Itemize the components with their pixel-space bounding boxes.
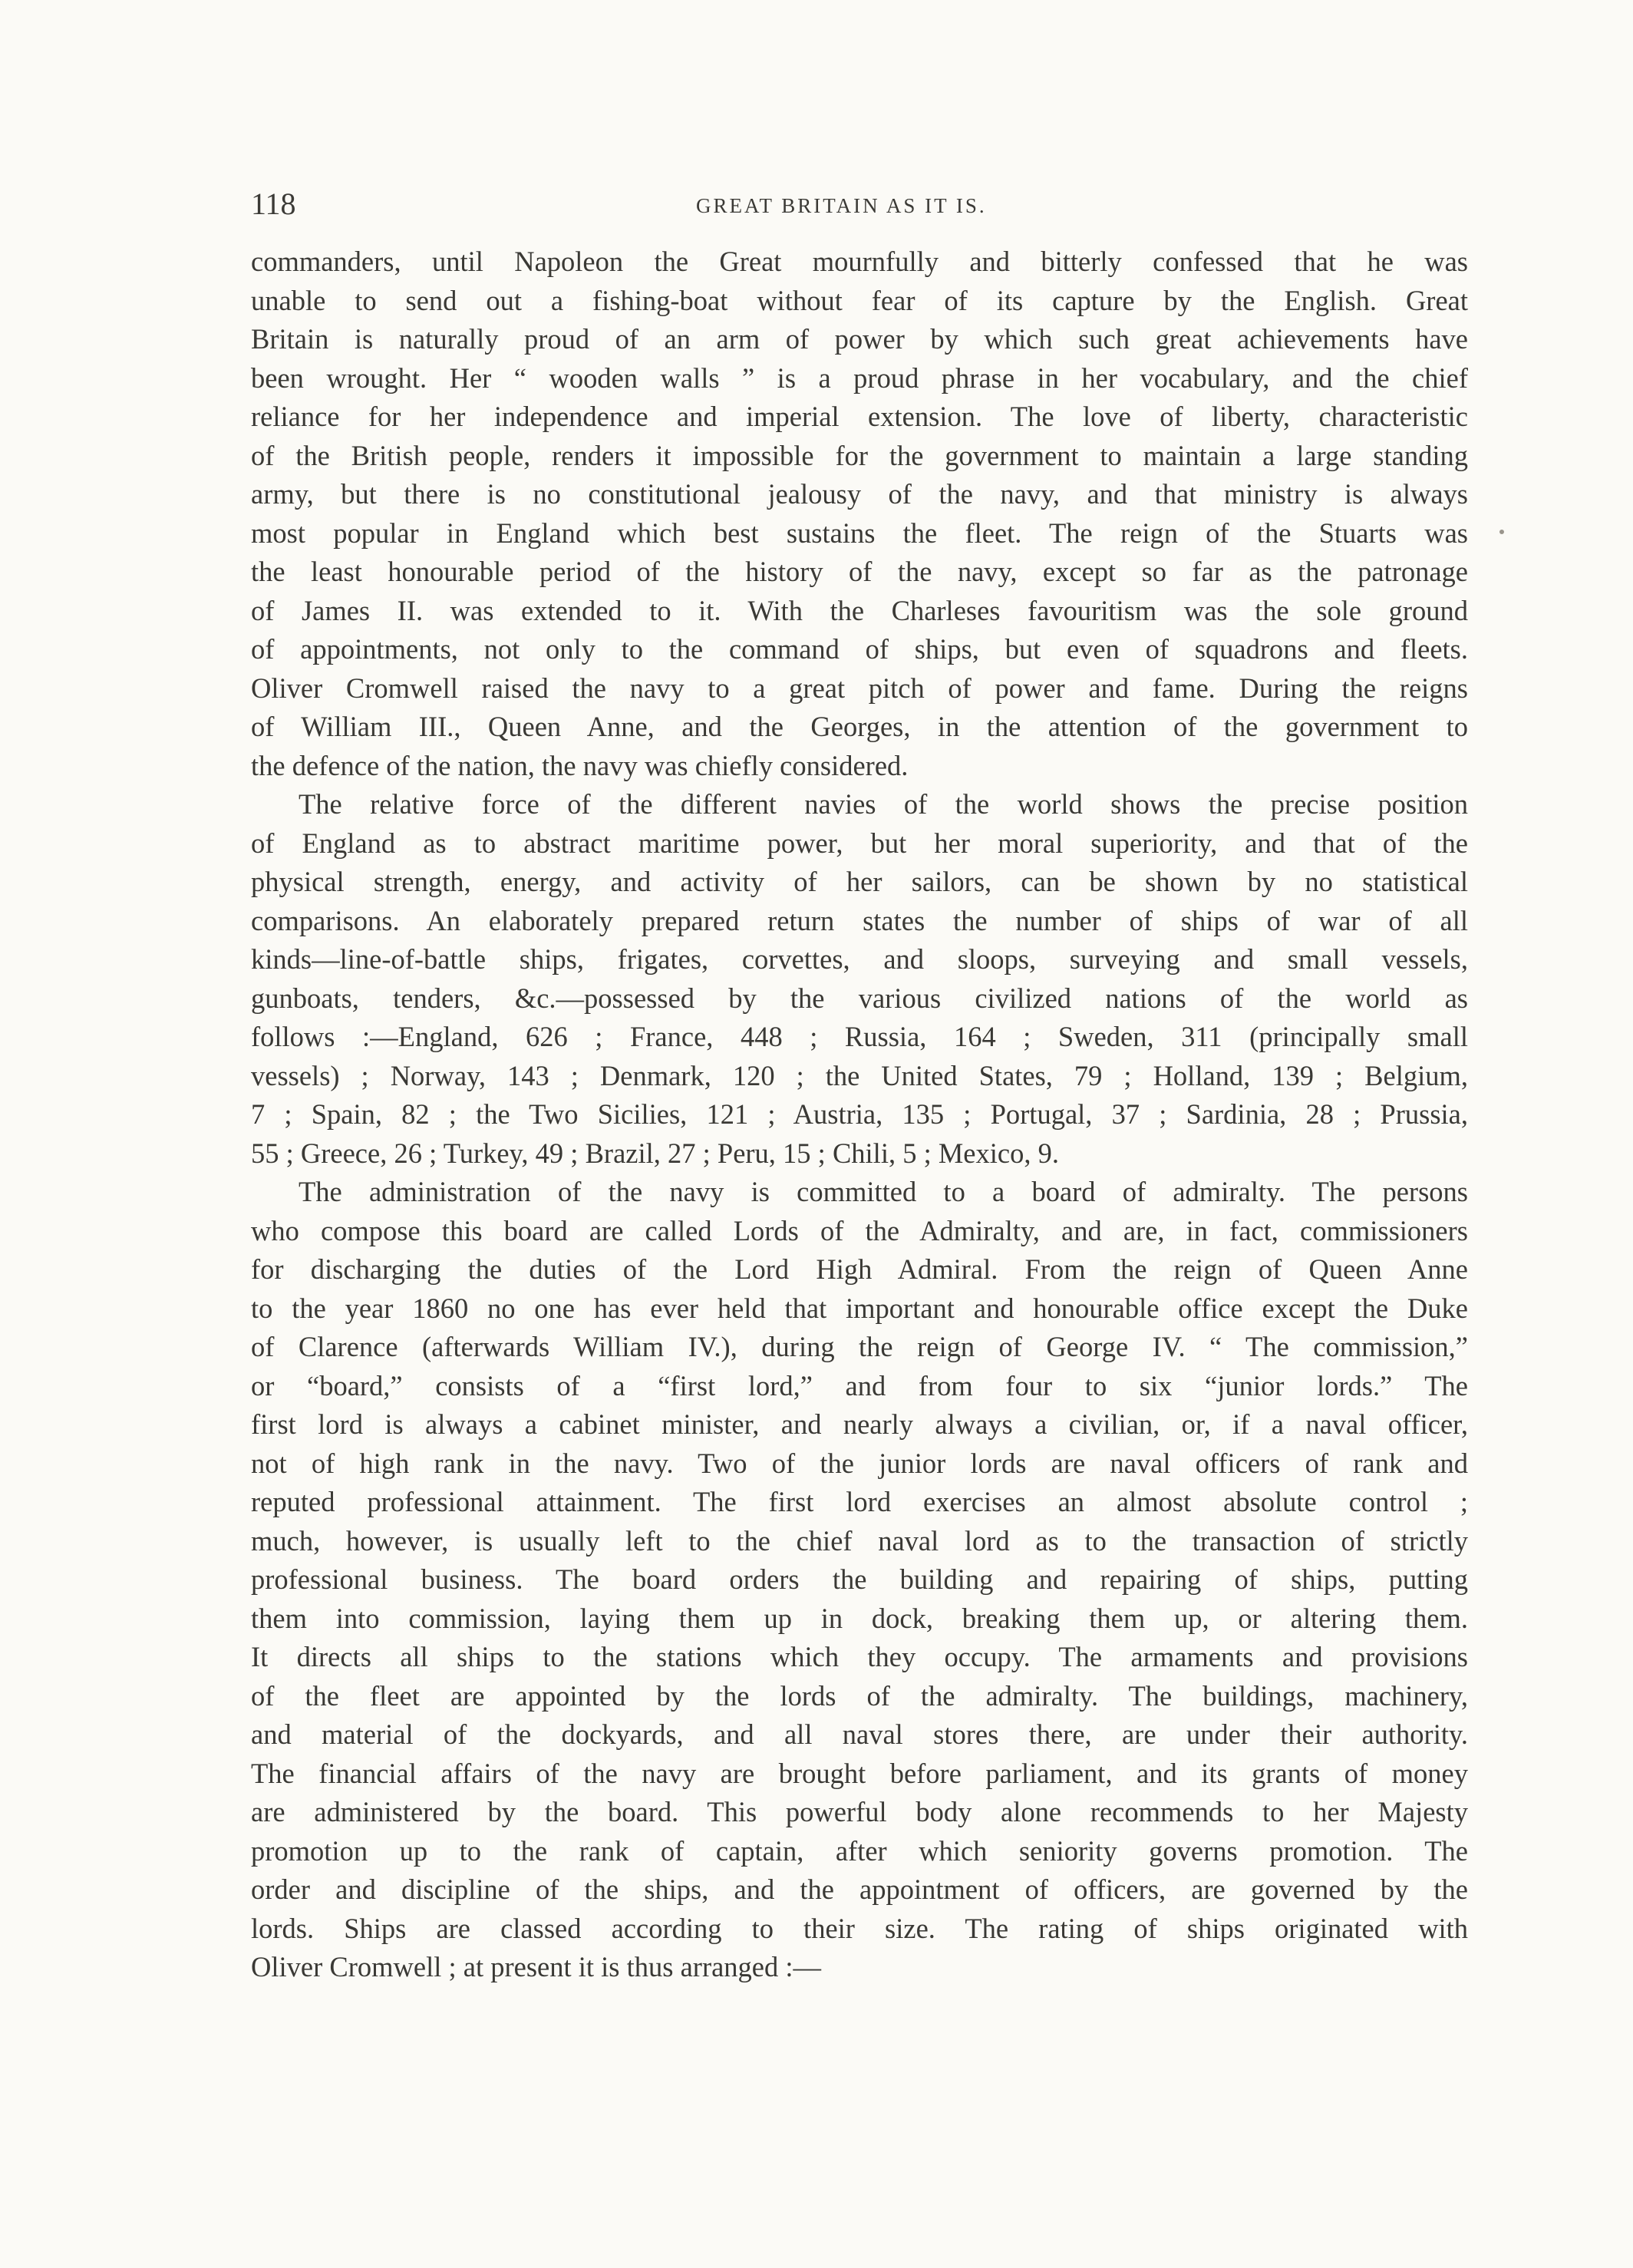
text-line: unable to send out a fishing-boat without fear of its capture by the English. Great [251,284,1468,316]
text-line: the least honourable period of the history of the navy, except so far as the patronage [251,556,1468,587]
page-number: 118 [251,187,296,221]
paragraph-1 [251,243,1468,785]
text-line: commanders, until Napoleon the Great mournfully and bitterly confessed that he was [251,246,1468,277]
text-line: who compose this board are called Lords of the Admiralty, and are, in fact, commissioners [251,1214,1468,1246]
text-line: kinds—line-of-battle ships, frigates, corvettes, and sloops, surveying and small vessels, [251,943,1468,975]
text-line: of the British people, renders it impossible for the government to maintain a large standing [251,439,1468,471]
text-line: gunboats, tenders, &c.—possessed by the various civilized nations of the world as [251,982,1468,1014]
text-line: reliance for her independence and imperial extension. The love of liberty, characteristic [251,401,1468,432]
text-line: comparisons. An elaborately prepared return states the number of ships of war of all [251,904,1468,936]
text-line: of James II. was extended to it. With the Charleses favouritism was the sole ground [251,594,1468,626]
text-line: much, however, is usually left to the chief naval lord as to the transaction of strictly [251,1524,1468,1557]
body-text [251,243,1468,1987]
margin-dot [1499,530,1504,534]
text-line: reputed professional attainment. The first lord exercises an almost absolute control ; [251,1486,1468,1517]
text-line: of appointments, not only to the command of ships, but even of squadrons and fleets. [251,633,1468,665]
text-line: of England as to abstract maritime power, but her moral superiority, and that of the [251,827,1468,859]
text-line: of Clarence (afterwards William IV.), during the reign of George IV. “ The commission,” [251,1331,1468,1362]
text-line: them into commission, laying them up in dock, breaking them up, or altering them. [251,1602,1468,1634]
text-line: of the fleet are appointed by the lords of the admiralty. The buildings, machinery, [251,1679,1468,1712]
text-line: most popular in England which best sustains the fleet. The reign of the Stuarts was [251,517,1468,549]
text-line: The relative force of the different navies of the world shows the precise position [299,788,1468,820]
text-line: physical strength, energy, and activity of her sailors, can be shown by no statistical [251,866,1468,897]
text-line: been wrought. Her “ wooden walls ” is a proud phrase in her vocabulary, and the chief [251,361,1468,394]
paragraph-2 [251,785,1468,1173]
text-line: of William III., Queen Anne, and the Georges, in the attention of the government to [251,711,1468,742]
text-line: Britain is naturally proud of an arm of power by which such great achievements have [251,323,1468,355]
text-line: Oliver Cromwell raised the navy to a great pitch of power and fame. During the reigns [251,672,1468,704]
text-line: or “board,” consists of a “first lord,” and from four to six “junior lords.” The [251,1369,1468,1401]
text-line: and material of the dockyards, and all naval stores there, are under their authority. [251,1718,1468,1750]
text-line: army, but there is no constitutional jealousy of the navy, and that ministry is always [251,478,1468,510]
text-line: 55 ; Greece, 26 ; Turkey, 49 ; Brazil, 27 ; Peru, 15 ; Chili, 5 ; Mexico, 9. [251,1137,1059,1169]
text-line: It directs all ships to the stations which they occupy. The armaments and provisions [251,1641,1468,1672]
text-line: Oliver Cromwell ; at present it is thus arranged :— [251,1951,822,1982]
text-line: first lord is always a cabinet minister, and nearly always a civilian, or, if a naval officer, [251,1408,1468,1440]
paragraph-3 [251,1173,1468,1987]
text-line: for discharging the duties of the Lord High Admiral. From the reign of Queen Anne [251,1253,1468,1285]
text-line: the defence of the nation, the navy was chiefly considered. [251,749,909,781]
text-line: follows :—England, 626 ; France, 448 ; Russia, 164 ; Sweden, 311 (principally small [251,1021,1468,1052]
text-line: are administered by the board. This powerful body alone recommends to her Majesty [251,1796,1468,1827]
text-line: lords. Ships are classed according to their size. The rating of ships originated with [251,1912,1468,1944]
text-line: vessels) ; Norway, 143 ; Denmark, 120 ; the United States, 79 ; Holland, 139 ; Belgium, [251,1059,1468,1091]
text-line: 7 ; Spain, 82 ; the Two Sicilies, 121 ; Austria, 135 ; Portugal, 37 ; Sardinia, 28 ; Prussia, [251,1098,1468,1130]
text-line: to the year 1860 no one has ever held that important and honourable office except the Duke [251,1292,1468,1324]
text-line: professional business. The board orders the building and repairing of ships, putting [251,1563,1468,1595]
text-line: not of high rank in the navy. Two of the junior lords are naval officers of rank and [251,1447,1468,1479]
text-line: order and discipline of the ships, and the appointment of officers, are governed by the [251,1873,1468,1905]
running-title: GREAT BRITAIN AS IT IS. [696,194,987,217]
text-line: promotion up to the rank of captain, after which seniority governs promotion. The [251,1834,1468,1867]
text-line: The financial affairs of the navy are brought before parliament, and its grants of money [251,1757,1468,1789]
running-head [251,184,1468,230]
text-line: The administration of the navy is committed to a board of admiralty. The persons [299,1176,1468,1207]
